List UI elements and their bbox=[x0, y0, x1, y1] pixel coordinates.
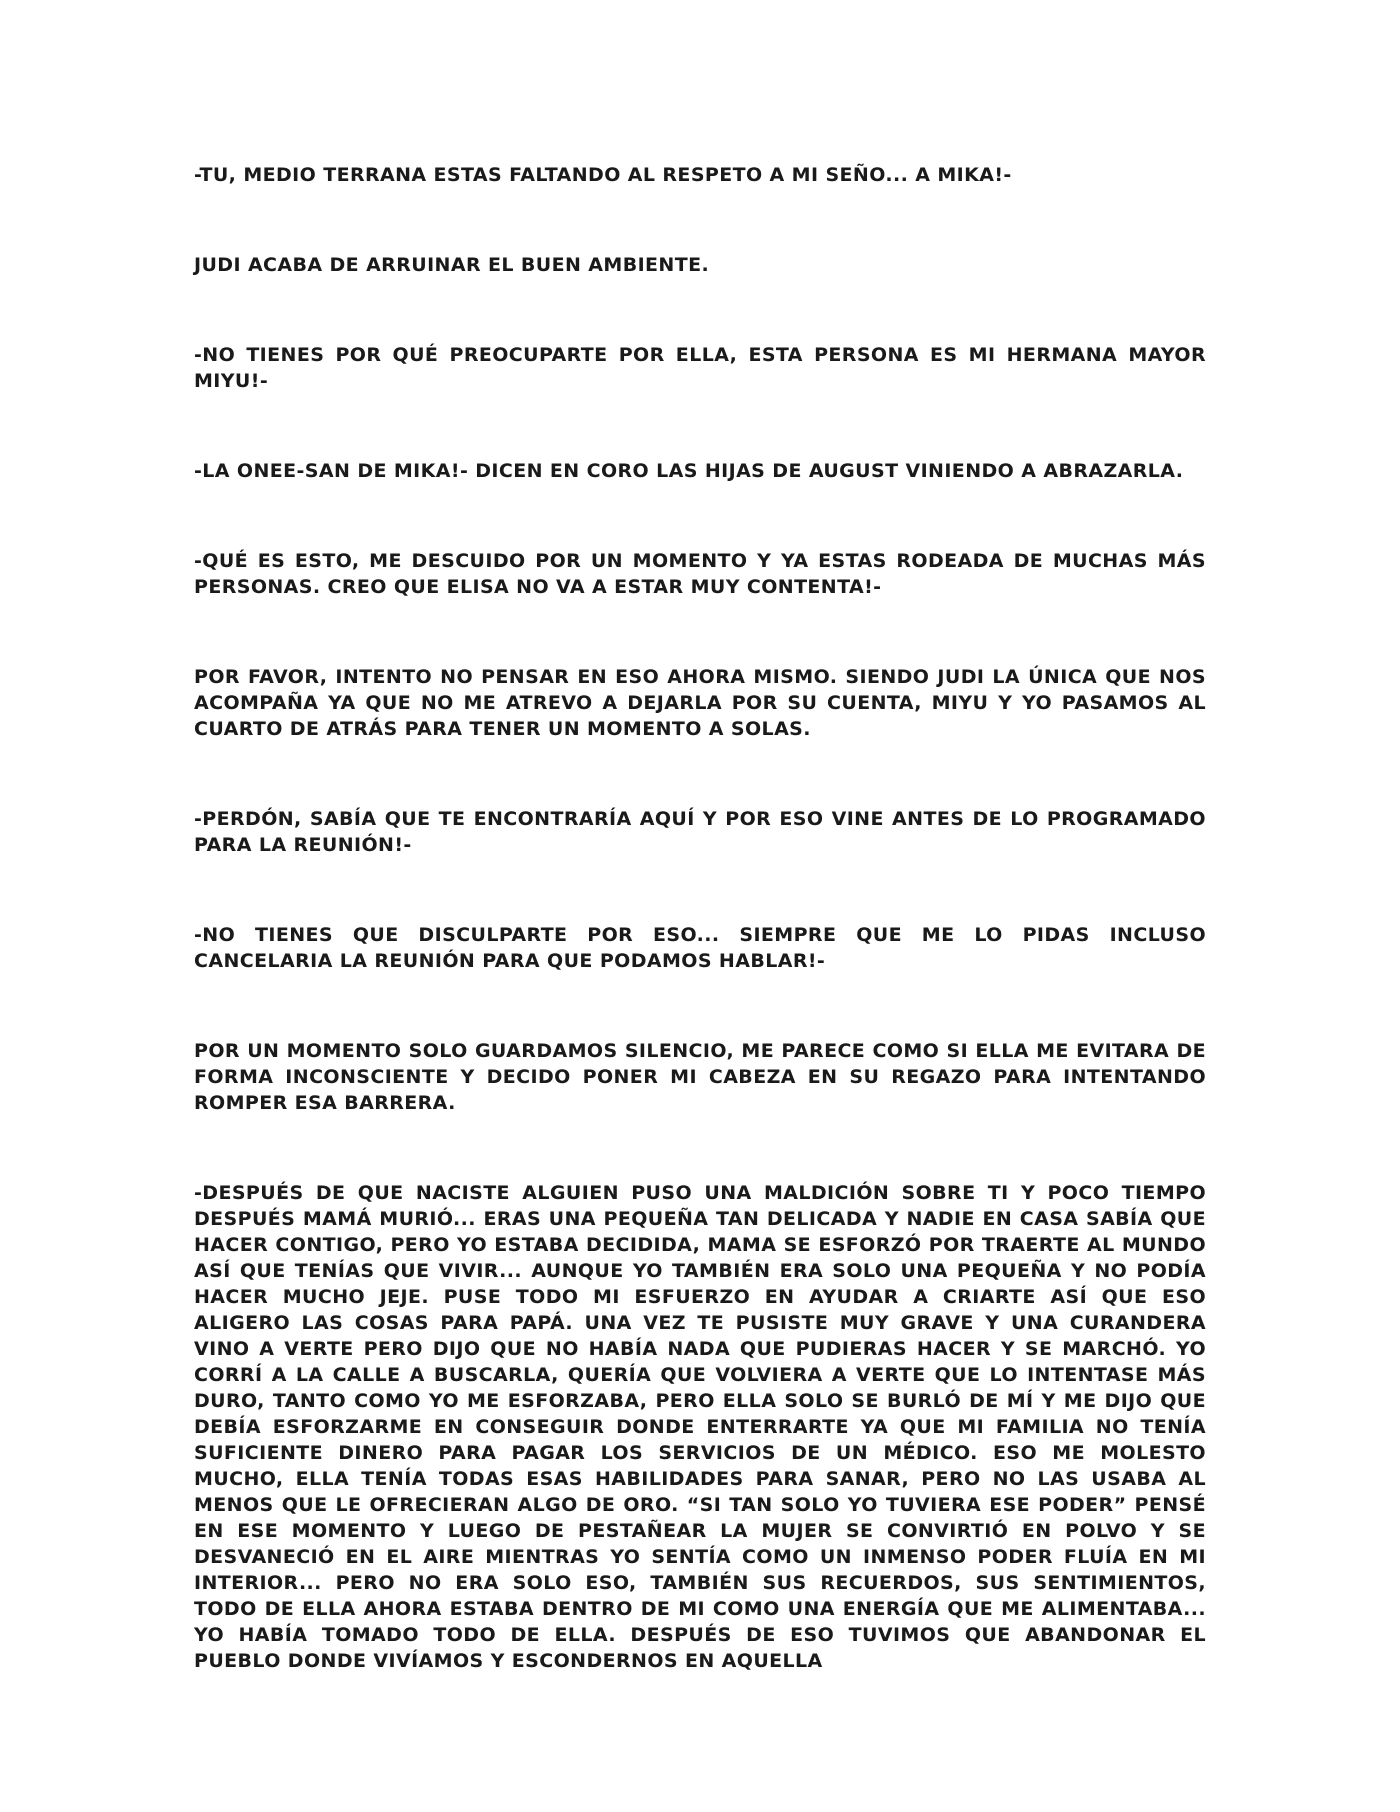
paragraph-spacer bbox=[194, 394, 1206, 458]
paragraph-spacer bbox=[194, 742, 1206, 806]
paragraph-10: -DESPUÉS DE QUE NACISTE ALGUIEN PUSO UNA MALDICIÓN SOBRE TI Y POCO TIEMPO DESPUÉS MAMÁ MURIÓ... ERAS UNA PEQUEÑA TAN DELICADA Y NADIE EN CASA SABÍA QUE HACER CONTIGO, PERO YO ESTABA DECIDIDA, MAMA SE ESFORZÓ POR TRAERTE AL MUNDO ASÍ QUE TENÍAS QUE VIVIR... AUNQUE YO TAMBIÉN ERA SOLO UNA PEQUEÑA Y NO PODÍA HACER MUCHO JEJE. PUSE TODO MI ESFUERZO EN AYUDAR A CRIARTE ASÍ QUE ESO ALIGERO LAS COSAS PARA PAPÁ. UNA VEZ TE PUSISTE MUY GRAVE Y UNA CURANDERA VINO A VERTE PERO DIJO QUE NO HABÍA NADA QUE PUDIERAS HACER Y SE MARCHÓ. YO CORRÍ A LA CALLE A BUSCARLA, QUERÍA QUE VOLVIERA A VERTE QUE LO INTENTASE MÁS DURO, TANTO COMO YO ME ESFORZABA, PERO ELLA SOLO SE BURLÓ DE MÍ Y ME DIJO QUE DEBÍA ESFORZARME EN CONSEGUIR DONDE ENTERRARTE YA QUE MI FAMILIA NO TENÍA SUFICIENTE DINERO PARA PAGAR LOS SERVICIOS DE UN MÉDICO. ESO ME MOLESTO MUCHO, ELLA TENÍA TODAS ESAS HABILIDADES PARA SANAR, PERO NO LAS USABA AL MENOS QUE LE OFRECIERAN ALGO DE ORO. “SI TAN SOLO YO TUVIERA ESE PODER” PENSÉ EN ESE MOMENTO Y LUEGO DE PESTAÑEAR LA MUJER SE CONVIRTIÓ EN POLVO Y SE DESVANECIÓ EN EL AIRE MIENTRAS YO SENTÍA COMO UN INMENSO PODER FLUÍA EN MI INTERIOR... PERO NO ERA SOLO ESO, TAMBIÉN SUS RECUERDOS, SUS SENTIMIENTOS, TODO DE ELLA AHORA ESTABA DENTRO DE MI COMO UNA ENERGÍA QUE ME ALIMENTABA... YO HABÍA TOMADO TODO DE ELLA. DESPUÉS DE ESO TUVIMOS QUE ABANDONAR EL PUEBLO DONDE VIVÍAMOS Y ESCONDERNOS EN AQUELLA bbox=[194, 1182, 1206, 1672]
paragraph-spacer bbox=[194, 484, 1206, 548]
paragraph-8: -NO TIENES QUE DISCULPARTE POR ESO... SIEMPRE QUE ME LO PIDAS INCLUSO CANCELARIA LA REUNIÓN PARA QUE PODAMOS HABLAR!- bbox=[194, 924, 1206, 972]
paragraph-spacer bbox=[194, 858, 1206, 922]
paragraph-9: POR UN MOMENTO SOLO GUARDAMOS SILENCIO, ME PARECE COMO SI ELLA ME EVITARA DE FORMA INCONSCIENTE Y DECIDO PONER MI CABEZA EN SU REGAZO PARA INTENTANDO ROMPER ESA BARRERA. bbox=[194, 1040, 1206, 1114]
paragraph-spacer bbox=[194, 278, 1206, 342]
paragraph-6: POR FAVOR, INTENTO NO PENSAR EN ESO AHORA MISMO. SIENDO JUDI LA ÚNICA QUE NOS ACOMPAÑA YA QUE NO ME ATREVO A DEJARLA POR SU CUENTA, MIYU Y YO PASAMOS AL CUARTO DE ATRÁS PARA TENER UN MOMENTO A SOLAS. bbox=[194, 666, 1206, 740]
paragraph-spacer bbox=[194, 974, 1206, 1038]
paragraph-7: -PERDÓN, SABÍA QUE TE ENCONTRARÍA AQUÍ Y POR ESO VINE ANTES DE LO PROGRAMADO PARA LA REUNIÓN!- bbox=[194, 808, 1206, 856]
paragraph-1: -TU, MEDIO TERRANA ESTAS FALTANDO AL RESPETO A MI SEÑO... A MIKA!- bbox=[194, 164, 1012, 186]
paragraph-2: JUDI ACABA DE ARRUINAR EL BUEN AMBIENTE. bbox=[194, 254, 710, 276]
document-page bbox=[194, 162, 1206, 1674]
paragraph-4: -LA ONEE-SAN DE MIKA!- DICEN EN CORO LAS HIJAS DE AUGUST VINIENDO A ABRAZARLA. bbox=[194, 460, 1184, 482]
paragraph-spacer bbox=[194, 1116, 1206, 1180]
paragraph-3: -NO TIENES POR QUÉ PREOCUPARTE POR ELLA, ESTA PERSONA ES MI HERMANA MAYOR MIYU!- bbox=[194, 344, 1206, 392]
paragraph-spacer bbox=[194, 600, 1206, 664]
paragraph-5: -QUÉ ES ESTO, ME DESCUIDO POR UN MOMENTO Y YA ESTAS RODEADA DE MUCHAS MÁS PERSONAS. CREO QUE ELISA NO VA A ESTAR MUY CONTENTA!- bbox=[194, 550, 1206, 598]
paragraph-spacer bbox=[194, 188, 1206, 252]
